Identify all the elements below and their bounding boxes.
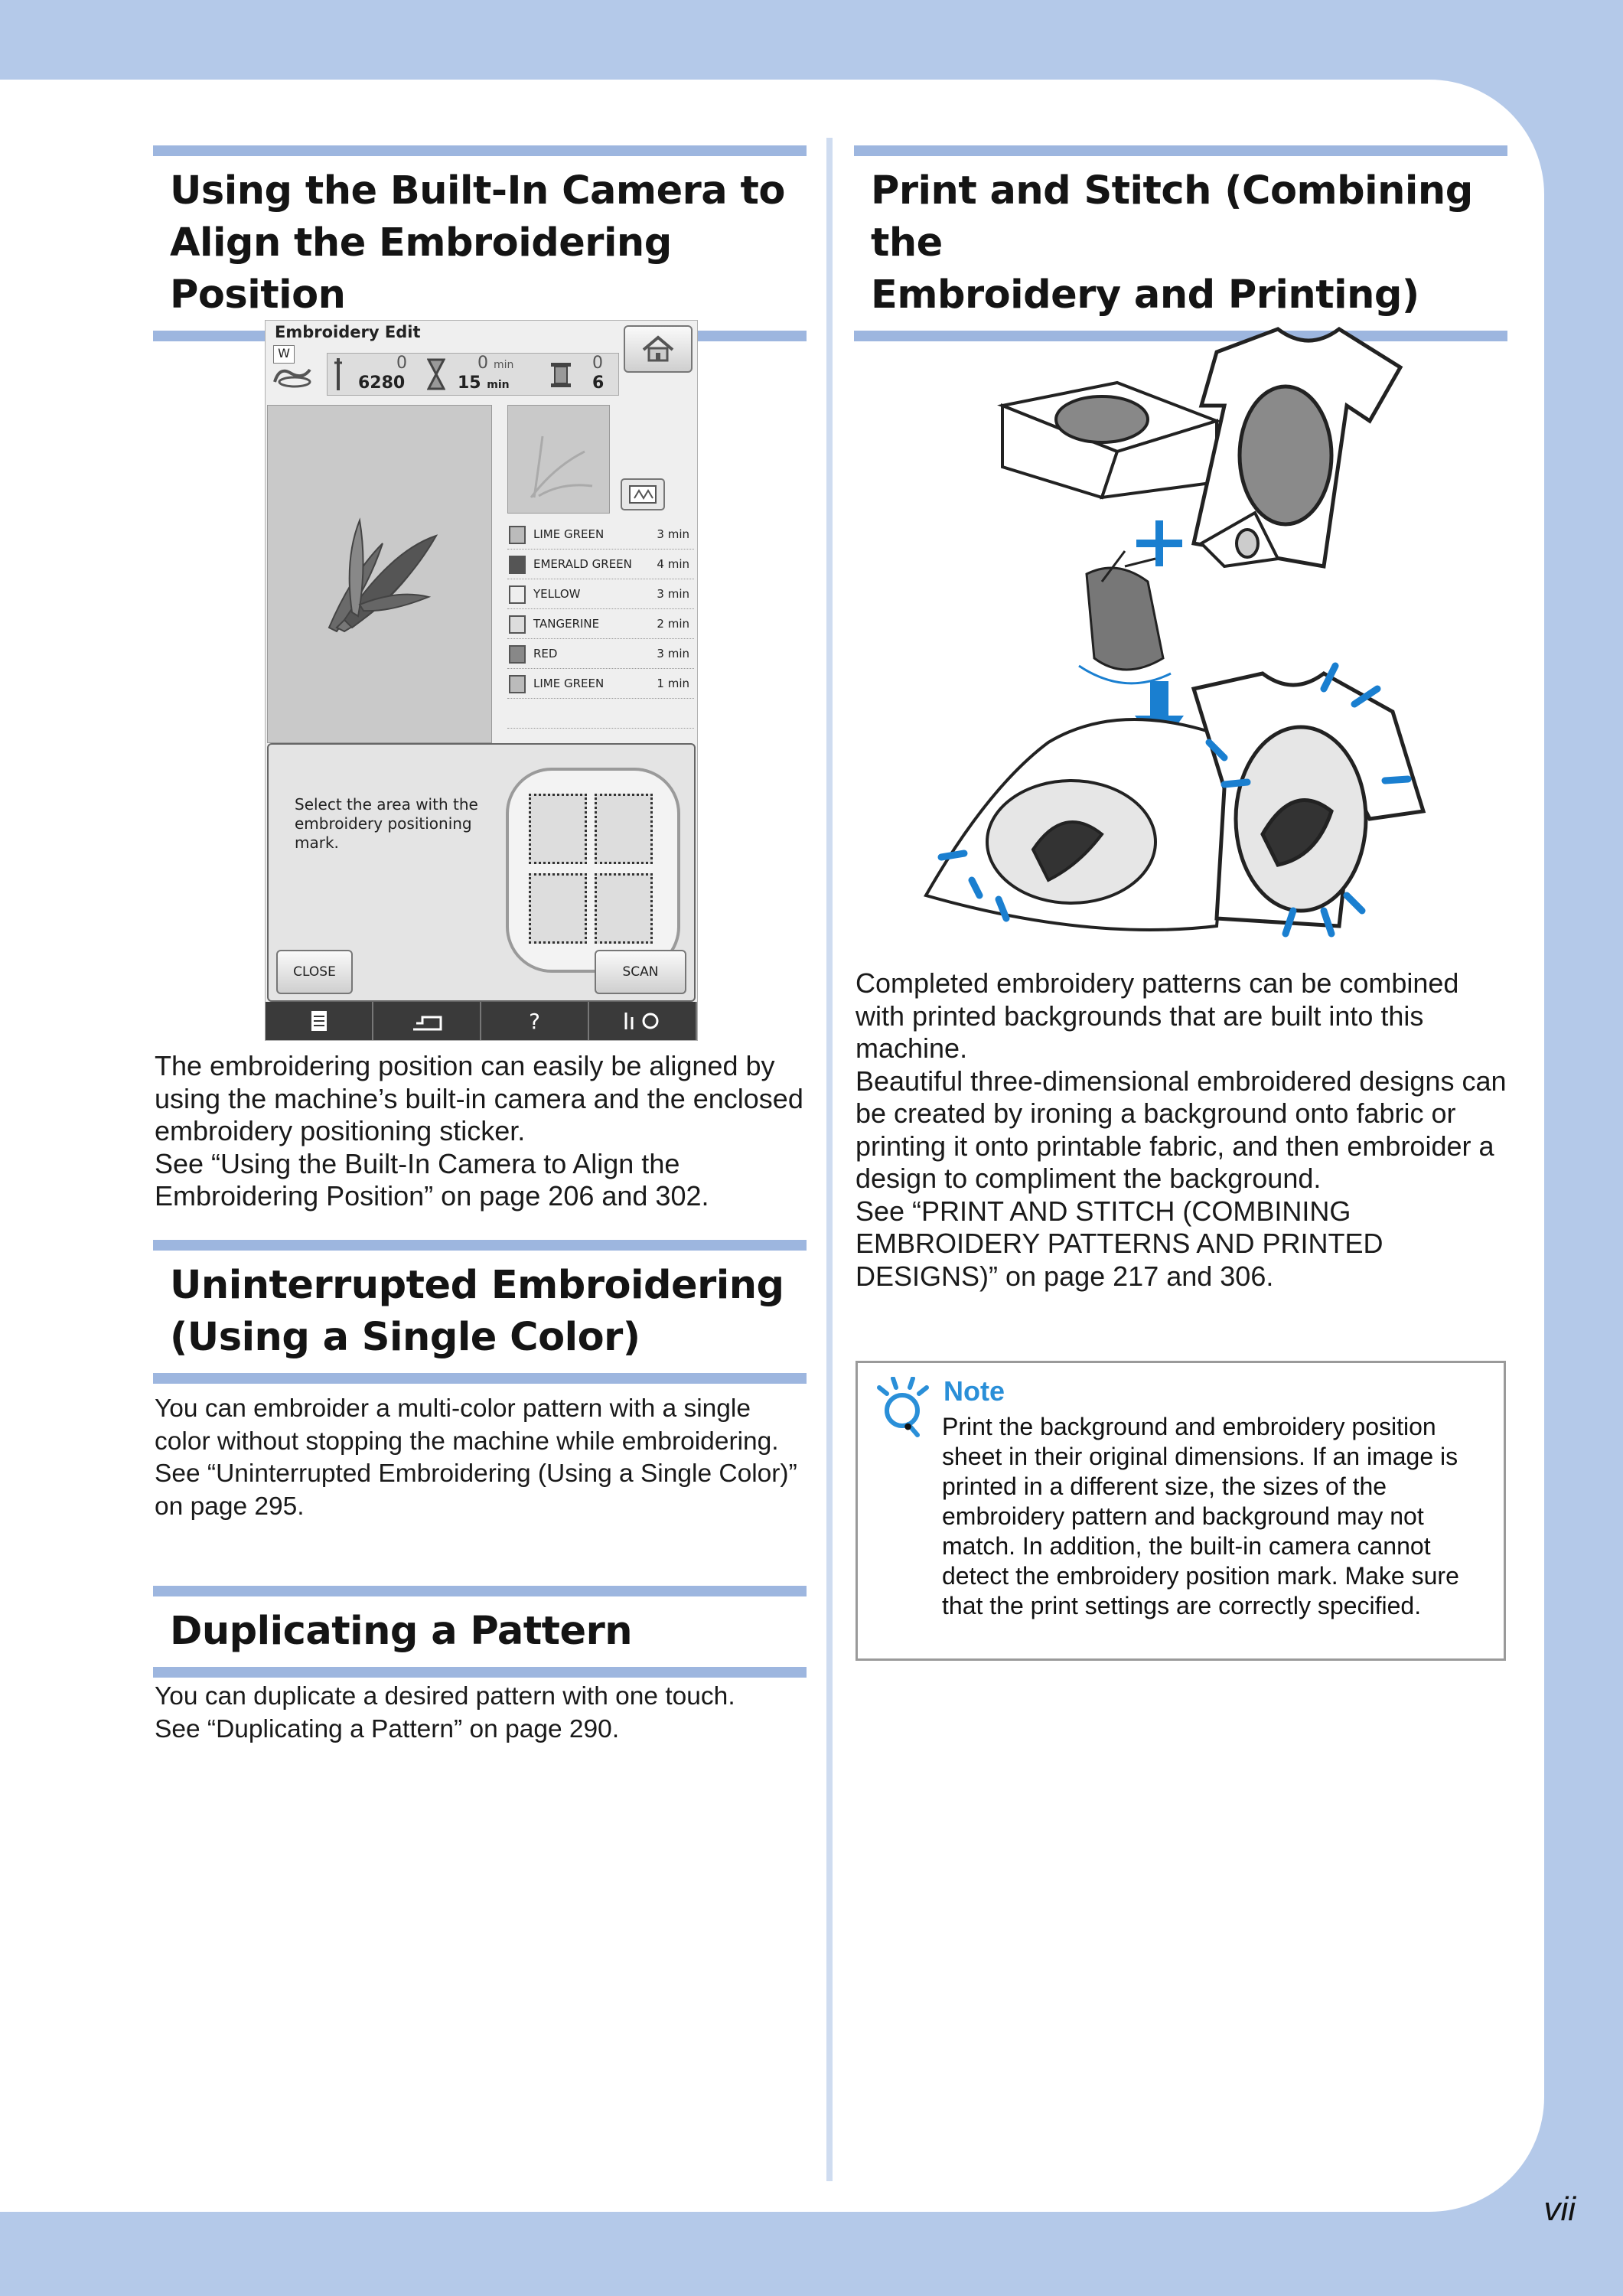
paragraph-reference: See “Using the Built-In Camera to Align the Embroidering Position” on page 206 and 302. [155,1147,709,1212]
pattern-preview [267,405,492,743]
heading-rule-top [153,1240,807,1251]
heading-uninterrupted [153,1240,807,1384]
color-time: 3 min [657,647,689,660]
color-row [507,609,694,639]
heading-print-stitch-line2: Embroidery and Printing) [871,272,1419,318]
stitch-count-current: 0 [396,354,407,373]
lcd-title: Embroidery Edit [275,323,421,341]
frame-area-top-left [529,794,587,864]
document-icon [308,1009,331,1032]
heading-rule-top [153,1586,807,1596]
uninterrupted-body [155,1393,813,1523]
paragraph-reference: See “Uninterrupted Embroidering (Using a Single Color)” on page 295. [155,1459,797,1521]
note-body [904,1412,1485,1621]
time-total [458,373,510,393]
color-row [507,550,694,579]
heading-print-stitch-line1: Print and Stitch (Combining the [871,168,1473,266]
thread-spool-icon [509,675,526,693]
presser-foot-icon [272,359,318,390]
scan-button: SCAN [595,950,686,994]
hourglass-icon [427,358,445,390]
scan-area-dialog [267,743,696,1002]
color-row [507,579,694,609]
note-box [855,1361,1506,1661]
camera-icon [622,480,663,509]
paragraph: Beautiful three-dimensional embroidered designs can be created by ironing a background onto fabric or printing it onto printable fabric, and then embroider a design to compliment the background. [855,1065,1507,1194]
time-current-unit: min [494,359,514,371]
heading-rule-top [153,145,807,156]
heading-camera-text [153,156,807,331]
home-button [624,325,693,373]
time-current [477,354,513,373]
heading-uninterrupted-line2: (Using a Single Color) [170,1315,640,1360]
color-name: LIME GREEN [533,677,605,690]
note-bullet: • [904,1413,913,1440]
frame-area-top-right [595,794,653,864]
print-stitch-body [855,967,1514,1293]
color-name: YELLOW [533,587,581,601]
dialog-message: Select the area with the embroidery positioning mark. [295,795,478,852]
thread-spool-icon [509,526,526,544]
counter-panel [327,353,619,396]
thread-spool-icon [509,615,526,634]
paragraph: Completed embroidery patterns can be combined with printed backgrounds that are built into this machine. [855,967,1459,1064]
heading-duplicating-line1: Duplicating a Pattern [170,1609,633,1654]
page-number: vii [1543,2190,1576,2228]
pattern-thumbnail [507,405,610,514]
note-title: Note [943,1375,1005,1407]
color-time: 3 min [657,587,689,601]
heading-print-stitch-text [854,156,1507,331]
frame-area-bottom-right [595,873,653,944]
camera-body [155,1050,813,1213]
time-current-value: 0 [477,354,488,373]
w-indicator: W [273,345,295,364]
color-time: 2 min [657,617,689,631]
heading-uninterrupted-line1: Uninterrupted Embroidering [170,1263,784,1308]
heading-uninterrupted-text [153,1251,807,1373]
plus-icon [1136,520,1182,566]
paragraph-reference: See “PRINT AND STITCH (COMBINING EMBROIDERY PATTERNS AND PRINTED DESIGNS)” on page 217 and 306. [855,1195,1383,1292]
heading-camera [153,145,807,341]
thread-spool-icon [509,645,526,664]
thread-spool-icon [509,585,526,604]
color-sequence-list [507,520,694,729]
color-time: 3 min [657,527,689,541]
color-count-current: 0 [592,354,603,373]
lcd-bottom-bar [266,1002,697,1040]
color-count-total: 6 [592,373,605,393]
heading-camera-line2: Align the Embroidering Position [170,220,672,318]
heading-duplicating [153,1586,807,1678]
stitch-count-total: 6280 [358,373,406,393]
leaf-thumbnail-image [508,406,609,513]
embroidery-edit-screenshot [265,320,698,1041]
settings-button [589,1002,697,1040]
camera-view-button [621,478,665,510]
close-button: CLOSE [276,950,353,994]
embroidery-frame-diagram [506,768,680,973]
paragraph: You can embroider a multi-color pattern with a single color without stopping the machine while embroidering. [155,1394,779,1456]
heading-camera-line1: Using the Built-In Camera to [170,168,785,214]
heading-rule-top [854,145,1507,156]
color-name: TANGERINE [533,617,600,631]
color-time: 4 min [657,557,689,571]
paragraph-reference: See “Duplicating a Pattern” on page 290. [155,1714,620,1743]
time-total-value: 15 [458,373,481,393]
needle-icon [332,357,344,392]
ship-design-image [1079,551,1171,683]
settings-icon [621,1009,664,1032]
leaf-pattern-image [268,406,491,742]
paragraph: You can duplicate a desired pattern with one touch. [155,1682,735,1711]
thread-spool-icon [549,360,572,390]
time-total-unit: min [487,379,510,391]
sewing-machine-button [373,1002,481,1040]
print-and-stitch-illustration [895,314,1477,949]
sewing-machine-icon [410,1009,444,1032]
duplicating-body [155,1681,813,1746]
frame-area-bottom-left [529,873,587,944]
tshirt-embroidered-icon [1194,673,1423,926]
cushion-icon [926,719,1240,930]
color-name: LIME GREEN [533,527,605,541]
heading-rule-bottom [153,1373,807,1384]
color-time: 1 min [657,677,689,690]
help-button: ? [481,1002,589,1040]
thread-spool-icon [509,556,526,574]
color-row-empty [507,699,694,729]
column-divider [826,138,833,2181]
home-icon [640,334,676,364]
note-text: Print the background and embroidery position sheet in their original dimensions. If an image is printed in a different size, the sizes of the embroidery pattern and background may not match. In addition, the built-in camera cannot detect the embroidery position mark. Make sure that the print settings are correctly specified. [942,1413,1459,1619]
color-row [507,520,694,550]
heading-rule-bottom [153,1667,807,1678]
printer-icon [1002,383,1217,497]
color-name: EMERALD GREEN [533,557,632,571]
heading-duplicating-text [153,1596,807,1667]
heading-print-stitch [854,145,1507,341]
paragraph: The embroidering position can easily be aligned by using the machine’s built-in camera and the enclosed embroidery positioning sticker. [155,1050,803,1146]
color-name: RED [533,647,558,660]
color-row [507,639,694,669]
pattern-info-button [266,1002,373,1040]
color-row [507,669,694,699]
